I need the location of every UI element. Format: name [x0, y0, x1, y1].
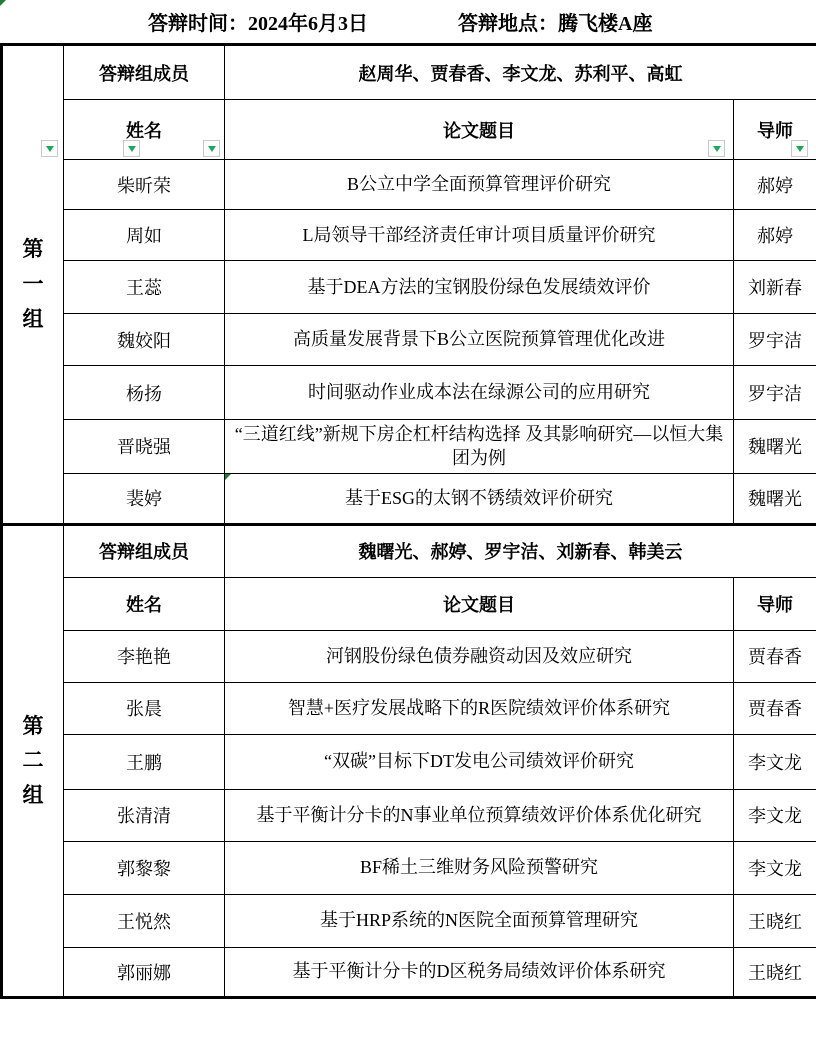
- advisor-cell[interactable]: 魏曙光: [734, 420, 816, 474]
- advisor-cell[interactable]: 李文龙: [734, 841, 816, 894]
- title-cell[interactable]: 智慧+医疗发展战略下的R医院绩效评价体系研究: [225, 682, 734, 734]
- name-cell[interactable]: 郭黎黎: [64, 841, 225, 894]
- table-row: [2, 630, 816, 682]
- advisor-header-cell[interactable]: 导师: [734, 577, 816, 630]
- name-cell[interactable]: 柴昕荣: [64, 160, 225, 210]
- name-cell[interactable]: 魏姣阳: [64, 314, 225, 366]
- table-row: [2, 789, 816, 841]
- members-label-cell[interactable]: 答辩组成员: [64, 45, 225, 100]
- table-row: [2, 682, 816, 734]
- table-row: [2, 314, 816, 366]
- title-cell[interactable]: 基于DEA方法的宝钢股份绿色发展绩效评价: [225, 261, 734, 314]
- title-cell[interactable]: 基于平衡计分卡的D区税务局绩效评价体系研究: [225, 947, 734, 997]
- name-cell[interactable]: 郭丽娜: [64, 947, 225, 997]
- title-cell[interactable]: BF稀土三维财务风险预警研究: [225, 841, 734, 894]
- name-cell[interactable]: 晋晓强: [64, 420, 225, 474]
- table-row: [2, 841, 816, 894]
- members-cell[interactable]: 赵周华、贾春香、李文龙、苏利平、高虹: [225, 45, 816, 100]
- table-row: [2, 894, 816, 947]
- name-cell[interactable]: 裴婷: [64, 473, 225, 524]
- title-cell[interactable]: 基于平衡计分卡的N事业单位预算绩效评价体系优化研究: [225, 789, 734, 841]
- filter-dropdown-icon[interactable]: [123, 140, 140, 157]
- group-2-label: 第二组: [22, 713, 44, 807]
- title-cell[interactable]: 时间驱动作业成本法在绿源公司的应用研究: [225, 366, 734, 420]
- defense-schedule-table-wrap: [0, 43, 816, 999]
- green-corner-indicator: [225, 474, 231, 480]
- advisor-cell[interactable]: 罗宇洁: [734, 314, 816, 366]
- name-cell[interactable]: 杨扬: [64, 366, 225, 420]
- table-row: [2, 947, 816, 997]
- table-row: [2, 210, 816, 261]
- name-header-cell[interactable]: 姓名: [64, 100, 225, 160]
- chevron-down-icon: [46, 146, 54, 152]
- name-cell[interactable]: 王蕊: [64, 261, 225, 314]
- members-cell[interactable]: 魏曙光、郝婷、罗宇洁、刘新春、韩美云: [225, 524, 816, 577]
- advisor-cell[interactable]: 郝婷: [734, 210, 816, 261]
- filter-dropdown-icon[interactable]: [708, 140, 725, 157]
- advisor-cell[interactable]: 贾春香: [734, 682, 816, 734]
- title-cell[interactable]: 河钢股份绿色债券融资动因及效应研究: [225, 630, 734, 682]
- advisor-cell[interactable]: 郝婷: [734, 160, 816, 210]
- advisor-cell[interactable]: 刘新春: [734, 261, 816, 314]
- table-caption-row: [0, 0, 816, 43]
- name-cell[interactable]: 张清清: [64, 789, 225, 841]
- name-cell[interactable]: 王悦然: [64, 894, 225, 947]
- title-cell[interactable]: “双碳”目标下DT发电公司绩效评价研究: [225, 734, 734, 789]
- chevron-down-icon: [713, 146, 721, 152]
- defense-location-label: 答辩地点：腾飞楼A座: [458, 13, 653, 35]
- column-header-row: [2, 577, 816, 630]
- filter-dropdown-icon[interactable]: [791, 140, 808, 157]
- advisor-cell[interactable]: 李文龙: [734, 789, 816, 841]
- advisor-cell[interactable]: 王晓红: [734, 947, 816, 997]
- table-row: [2, 473, 816, 524]
- title-cell[interactable]: B公立中学全面预算管理评价研究: [225, 160, 734, 210]
- table-row: [2, 160, 816, 210]
- group-1-label-cell[interactable]: [2, 45, 64, 525]
- chevron-down-icon: [128, 146, 136, 152]
- title-cell[interactable]: 基于HRP系统的N医院全面预算管理研究: [225, 894, 734, 947]
- table-row: [2, 734, 816, 789]
- defense-schedule-table: [0, 43, 816, 999]
- name-cell[interactable]: 周如: [64, 210, 225, 261]
- group-members-row: [2, 524, 816, 577]
- advisor-header-cell[interactable]: 导师: [734, 100, 816, 160]
- table-row: [2, 261, 816, 314]
- title-header-cell[interactable]: 论文题目: [225, 100, 734, 160]
- chevron-down-icon: [208, 146, 216, 152]
- filter-dropdown-icon[interactable]: [41, 140, 58, 157]
- title-cell[interactable]: L局领导干部经济责任审计项目质量评价研究: [225, 210, 734, 261]
- name-header-cell[interactable]: 姓名: [64, 577, 225, 630]
- group-1-label: 第一组: [22, 237, 44, 331]
- title-header-cell[interactable]: 论文题目: [225, 577, 734, 630]
- name-cell[interactable]: 李艳艳: [64, 630, 225, 682]
- name-cell[interactable]: 王鹏: [64, 734, 225, 789]
- table-row: [2, 420, 816, 474]
- advisor-cell[interactable]: 贾春香: [734, 630, 816, 682]
- title-cell[interactable]: 高质量发展背景下B公立医院预算管理优化改进: [225, 314, 734, 366]
- group-1-section: [2, 45, 816, 525]
- chevron-down-icon: [796, 146, 804, 152]
- advisor-cell[interactable]: 魏曙光: [734, 473, 816, 524]
- title-cell[interactable]: “三道红线”新规下房企杠杆结构选择 及其影响研究—以恒大集团为例: [225, 420, 734, 474]
- title-text: 基于ESG的太钢不锈绩效评价研究: [344, 487, 613, 508]
- advisor-cell[interactable]: 王晓红: [734, 894, 816, 947]
- table-row: [2, 366, 816, 420]
- advisor-cell[interactable]: 李文龙: [734, 734, 816, 789]
- members-label-cell[interactable]: 答辩组成员: [64, 524, 225, 577]
- group-2-section: [2, 524, 816, 997]
- filter-dropdown-icon[interactable]: [203, 140, 220, 157]
- advisor-cell[interactable]: 罗宇洁: [734, 366, 816, 420]
- group-members-row: [2, 45, 816, 100]
- defense-time-label: 答辩时间：2024年6月3日: [148, 13, 368, 35]
- name-cell[interactable]: 张晨: [64, 682, 225, 734]
- group-2-label-cell[interactable]: [2, 524, 64, 997]
- title-cell[interactable]: [225, 473, 734, 524]
